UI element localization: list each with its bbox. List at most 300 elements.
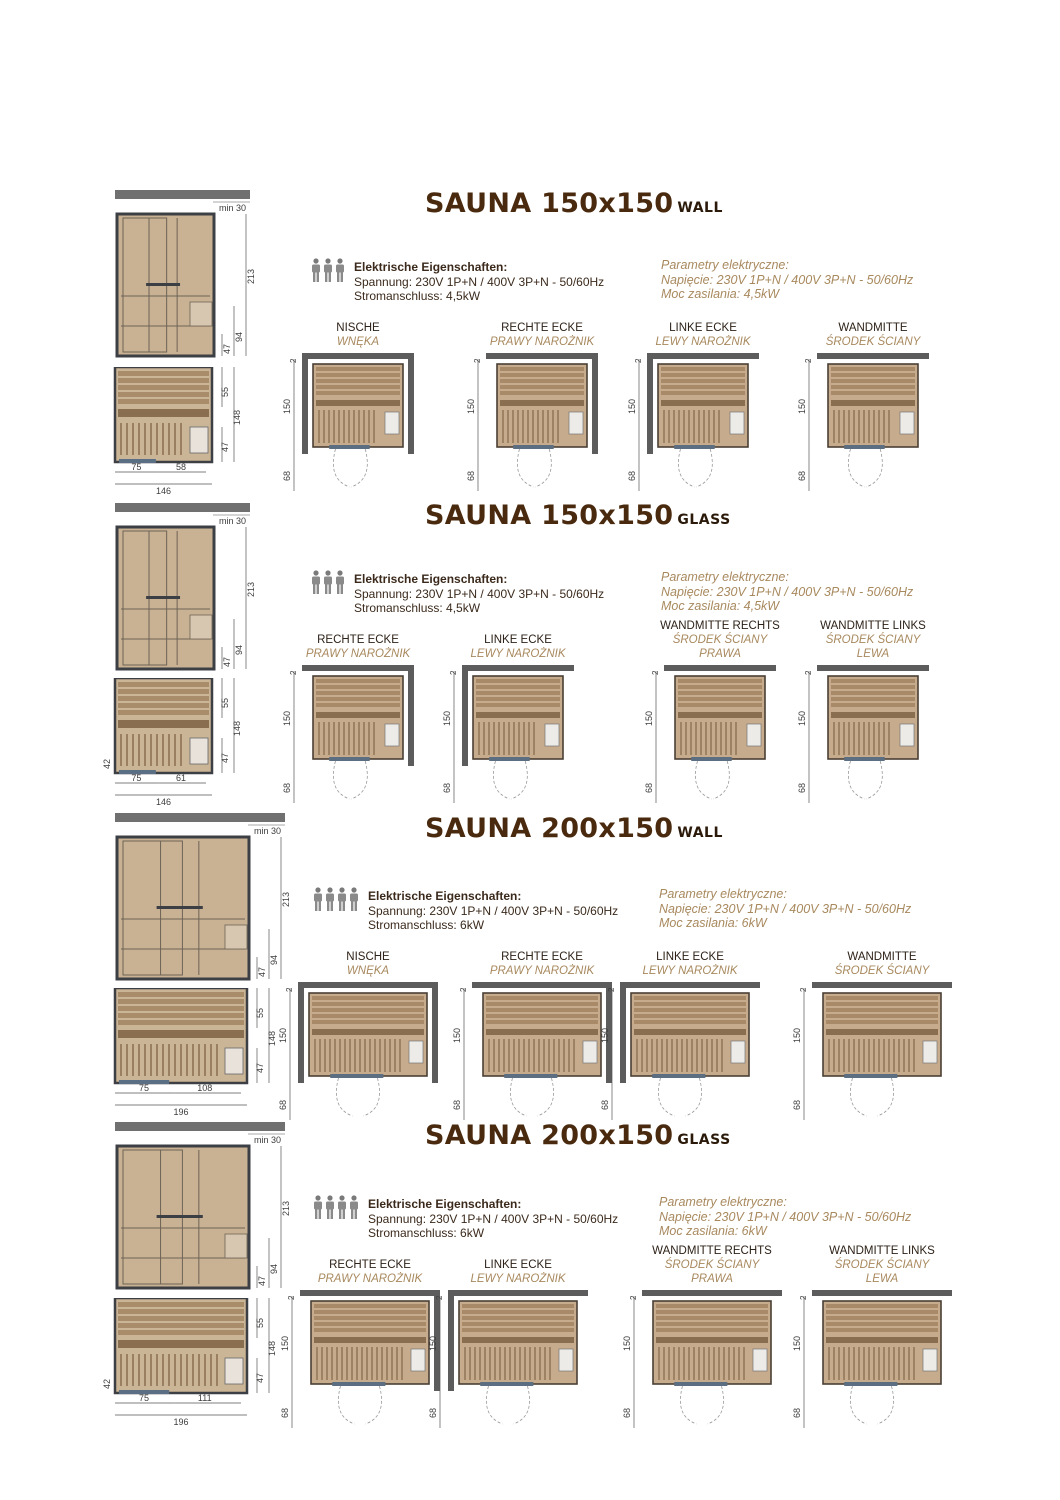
door-width-dim: 75 (131, 773, 142, 783)
depth-dim: 150 (622, 1335, 632, 1352)
wall-board (118, 371, 209, 376)
wall-board (118, 1330, 244, 1335)
back-wall (302, 665, 414, 671)
bench-slat (476, 691, 560, 695)
min-clearance-label: min 30 (218, 516, 246, 526)
wall-board (118, 999, 244, 1004)
right-width-dim: 58 (175, 462, 186, 472)
variant-label (471, 633, 566, 661)
floor-plan (438, 663, 598, 803)
door-swing (848, 449, 882, 487)
elec-power-pl: Moc zasilania: 6kW (659, 1224, 767, 1238)
door-handle (157, 906, 203, 909)
door-clearance-dim: 68 (282, 782, 292, 794)
bench-slat (661, 391, 745, 395)
bench-slat (826, 1328, 938, 1332)
wall-gap-dim: 2 (634, 358, 643, 363)
bench-slat (312, 1008, 424, 1012)
door-plan (674, 445, 715, 449)
back-wall (298, 982, 438, 988)
door-swing (695, 761, 729, 799)
bench-slat (656, 1310, 768, 1314)
left-wall (647, 353, 653, 454)
person-icon (324, 258, 332, 282)
depth-dim: 150 (797, 710, 807, 727)
person-icon (324, 570, 332, 594)
depth-dim: 150 (442, 710, 452, 727)
back-wall (817, 665, 929, 671)
bench-slat (462, 1310, 574, 1314)
wall-board (118, 1013, 244, 1018)
bench-slat (678, 691, 762, 695)
bench-slat (486, 1008, 598, 1012)
variant-name-pl2: PRAWA (699, 648, 741, 660)
bench-slat (661, 379, 745, 383)
electrical-specs-pl (659, 1195, 911, 1239)
depth-dim: 148 (267, 1340, 277, 1356)
low-dim: 47 (220, 441, 230, 452)
bench-upper-dim: 94 (269, 954, 279, 965)
front-elevation-wrap (115, 813, 345, 988)
variant-name-pl: ŚRODEK ŚCIANY (834, 1259, 930, 1271)
bench-slat (656, 1316, 768, 1320)
door-clearance-dim: 68 (278, 1099, 288, 1111)
floor-plan-wrap (788, 1288, 976, 1433)
bench-slat (462, 1304, 574, 1308)
heater-plan (730, 412, 744, 434)
wall-board (118, 682, 209, 687)
door-plan (504, 1074, 557, 1078)
elec-voltage-pl: Napięcie: 230V 1P+N / 400V 3P+N - 50/60Hz (661, 272, 914, 287)
bench-slat (831, 703, 915, 707)
floor-plan-wrap (596, 980, 784, 1125)
heater (225, 1358, 243, 1384)
bench-slat (831, 685, 915, 689)
wall-board (118, 703, 209, 708)
door-swing (848, 761, 882, 799)
depth-dim: 150 (797, 398, 807, 415)
variant-label (835, 950, 930, 978)
bench-edge (634, 1029, 746, 1035)
door-clearance-dim: 68 (282, 470, 292, 482)
heater-plan (753, 1349, 767, 1371)
floor-plan (462, 351, 622, 491)
door-clearance-dim: 68 (442, 782, 452, 794)
bench-slat (656, 1304, 768, 1308)
wall-board (118, 1006, 244, 1011)
bench-slat (316, 391, 400, 395)
door-swing (680, 1386, 723, 1424)
upper-bench (118, 720, 209, 728)
floor-plan (278, 351, 438, 491)
bench-slat (476, 703, 560, 707)
person-icon (350, 887, 358, 911)
variant-label (336, 321, 379, 349)
depth-dim: 150 (278, 1027, 288, 1044)
bench-slat (314, 1310, 426, 1314)
left-wall (462, 665, 468, 766)
wall-gap-dim: 2 (799, 1295, 808, 1300)
wall-gap-dim: 2 (435, 1295, 444, 1300)
bench-slat (316, 385, 400, 389)
bench-slat (316, 367, 400, 371)
top-dim: 55 (220, 697, 230, 708)
floor-plan (640, 663, 800, 803)
electrical-specs-de (354, 572, 604, 616)
bench-slat (476, 685, 560, 689)
height-dim: 213 (246, 581, 256, 597)
wall-gap-dim: 2 (287, 1295, 296, 1300)
person-icon (312, 570, 320, 594)
bench-slat (500, 385, 584, 389)
variant-name-de: RECHTE ECKE (501, 951, 583, 963)
bench-slat (826, 1002, 938, 1006)
variant-name-pl: LEWY NAROŻNIK (642, 965, 738, 977)
back-wall (812, 1290, 952, 1296)
bench-slat (316, 685, 400, 689)
door-clearance-dim: 68 (280, 1407, 290, 1419)
bench-slat (500, 379, 584, 383)
bench-slat (476, 679, 560, 683)
bench-slat (312, 1002, 424, 1006)
bench-slat (656, 1328, 768, 1332)
door-swing (333, 761, 367, 799)
variant-label (490, 950, 594, 978)
wall-board (118, 1302, 244, 1307)
door-clearance-dim: 68 (627, 470, 637, 482)
floor-plan-wrap (788, 980, 976, 1125)
bench-slat (462, 1322, 574, 1326)
elec-voltage-de: Spannung: 230V 1P+N / 400V 3P+N - 50/60Hz (368, 903, 619, 918)
variant-label (826, 321, 921, 349)
bench-upper-dim: 94 (269, 1263, 279, 1274)
bench-edge (316, 400, 400, 406)
floor-plan-wrap (278, 663, 438, 808)
door-clearance-dim: 68 (644, 782, 654, 794)
elec-power-de: Stromanschluss: 4,5kW (354, 601, 481, 615)
low-dim: 47 (220, 752, 230, 763)
variant-name-de: WANDMITTE (838, 322, 908, 334)
heater-plan (731, 1041, 745, 1063)
back-wall (817, 353, 929, 359)
bench-slat (314, 1328, 426, 1332)
depth-dim: 150 (452, 1027, 462, 1044)
bench-slat (316, 679, 400, 683)
bench-slat (634, 996, 746, 1000)
title-main: SAUNA 150x150 (425, 188, 674, 219)
bench-slat (678, 703, 762, 707)
variant-name-de: LINKE ECKE (484, 634, 552, 646)
variant-label (829, 1244, 935, 1286)
side-section (100, 367, 295, 497)
wall-gap-dim: 2 (607, 987, 616, 992)
bench-slat (826, 1020, 938, 1024)
bench-slat (486, 1002, 598, 1006)
upper-bench (118, 1340, 244, 1348)
ceiling-bar (115, 1122, 285, 1131)
right-wall (592, 353, 598, 454)
heater (190, 427, 208, 453)
elec-power-pl: Moc zasilania: 6kW (659, 916, 767, 930)
floor-plan (618, 1288, 806, 1428)
elec-voltage-de: Spannung: 230V 1P+N / 400V 3P+N - 50/60Hz (354, 274, 605, 289)
variant-name-pl: ŚRODEK ŚCIANY (825, 634, 921, 646)
depth-dim: 150 (282, 710, 292, 727)
variant-name-de: RECHTE ECKE (317, 634, 399, 646)
bench-slat (678, 685, 762, 689)
bench-slat (826, 1008, 938, 1012)
bench-slat (316, 697, 400, 701)
section-title (425, 1120, 731, 1151)
depth-dim: 148 (267, 1030, 277, 1046)
back-wall (486, 353, 598, 359)
variant-name-pl: ŚRODEK ŚCIANY (834, 965, 930, 977)
depth-dim: 150 (792, 1027, 802, 1044)
wall-gap-dim: 2 (804, 358, 813, 363)
variant-label (346, 950, 389, 978)
heater-plan (559, 1349, 573, 1371)
upper-bench (118, 409, 209, 417)
bench-slat (316, 379, 400, 383)
height-dim: 213 (246, 268, 256, 284)
back-wall (300, 1290, 440, 1296)
depth-dim: 150 (466, 398, 476, 415)
low-dim: 47 (255, 1372, 265, 1383)
door-clearance-dim: 68 (792, 1099, 802, 1111)
bench-slat (831, 385, 915, 389)
bench-slat (661, 367, 745, 371)
bench-slat (462, 1328, 574, 1332)
bench-slat (831, 697, 915, 701)
front-elevation (115, 1122, 345, 1292)
variant-name-pl: PRAWY NAROŻNIK (489, 336, 595, 348)
upper-bench (118, 1030, 244, 1038)
front-elevation-wrap (115, 503, 310, 678)
bench-slat (312, 1014, 424, 1018)
back-wall (647, 353, 759, 359)
ceiling-bar (115, 190, 250, 199)
electrical-specs-de (368, 1197, 618, 1241)
bench-slat (634, 1008, 746, 1012)
total-width-dim: 146 (155, 797, 172, 807)
heater-plan (923, 1349, 937, 1371)
floor-plan (596, 980, 784, 1120)
variant-name-pl: LEWY NAROŻNIK (470, 648, 566, 660)
bench-slat (826, 1316, 938, 1320)
door-plan (489, 757, 530, 761)
bench-slat (826, 1014, 938, 1018)
wall-gap-dim: 2 (473, 358, 482, 363)
title-main: SAUNA 150x150 (425, 500, 674, 531)
persons-icon (310, 258, 348, 284)
bench-edge (314, 1337, 426, 1343)
door-clearance-dim: 68 (600, 1099, 610, 1111)
heater-plan (569, 412, 583, 434)
persons-icon-wrap (310, 258, 348, 289)
wall-board (118, 378, 209, 383)
elec-head-de: Elektrische Eigenschaften: (368, 889, 522, 903)
floor-plan (278, 663, 438, 803)
back-wall (462, 665, 574, 671)
floor-plan-wrap (278, 351, 438, 496)
bench-slat (634, 1020, 746, 1024)
ceiling-bar (115, 813, 285, 822)
total-width-dim: 196 (173, 1107, 189, 1117)
door-handle (146, 283, 180, 286)
left-wall (302, 353, 308, 454)
back-wall (812, 982, 952, 988)
min-clearance-label: min 30 (253, 826, 281, 836)
bench-slat (312, 1020, 424, 1024)
min-clearance-label: min 30 (218, 203, 246, 213)
bench-edge (462, 1337, 574, 1343)
door-handle (157, 1215, 203, 1218)
bench-slat (678, 679, 762, 683)
right-width-dim: 108 (197, 1083, 213, 1093)
door-swing (338, 1386, 381, 1424)
elec-power-pl: Moc zasilania: 4,5kW (661, 287, 780, 301)
floor-plan-wrap (618, 1288, 806, 1433)
bench-slat (661, 373, 745, 377)
bench-slat (634, 1002, 746, 1006)
door-width-dim: 75 (139, 1083, 150, 1093)
bench-slat (316, 373, 400, 377)
elec-power-de: Stromanschluss: 4,5kW (354, 289, 481, 303)
person-icon (312, 258, 320, 282)
wall-board (118, 392, 209, 397)
front-elevation (115, 813, 345, 983)
floor-plan-wrap (793, 351, 953, 496)
door-plan (652, 1074, 705, 1078)
floor-plan-wrap (274, 980, 462, 1125)
variant-label (306, 633, 410, 661)
back-wall (448, 1290, 588, 1296)
front-elevation (115, 190, 310, 360)
wall-gap-dim: 2 (651, 670, 660, 675)
bench-slat (831, 679, 915, 683)
person-icon (350, 1195, 358, 1219)
bench-slat (316, 703, 400, 707)
depth-dim: 150 (428, 1335, 438, 1352)
heater (225, 1048, 243, 1074)
elec-voltage-pl: Napięcie: 230V 1P+N / 400V 3P+N - 50/60Hz (659, 901, 912, 916)
title-main: SAUNA 200x150 (425, 1120, 674, 1151)
wall-gap-dim: 2 (449, 670, 458, 675)
bench-slat (500, 391, 584, 395)
elec-voltage-pl: Napięcie: 230V 1P+N / 400V 3P+N - 50/60Hz (661, 584, 914, 599)
side-section (100, 678, 295, 808)
door-plan (844, 1382, 897, 1386)
bench-edge (831, 400, 915, 406)
floor-plan-wrap (462, 351, 622, 496)
bench-lower-dim: 47 (222, 343, 232, 354)
electrical-specs-de (368, 889, 618, 933)
floor-plan (623, 351, 783, 491)
wall-gap-dim: 2 (804, 670, 813, 675)
heater (190, 738, 208, 764)
bench-edge (500, 400, 584, 406)
heater-plan (747, 724, 761, 746)
heater-plan (409, 1041, 423, 1063)
low-dim: 47 (255, 1062, 265, 1073)
bench-slat (826, 1304, 938, 1308)
right-width-dim: 61 (175, 773, 186, 783)
elec-voltage-de: Spannung: 230V 1P+N / 400V 3P+N - 50/60Hz (354, 586, 605, 601)
bench-slat (486, 996, 598, 1000)
elec-head-pl: Parametry elektryczne: (661, 258, 789, 272)
heater-box (225, 1234, 247, 1258)
section-title (425, 813, 723, 844)
variant-label (652, 1244, 772, 1286)
bench-slat (826, 996, 938, 1000)
bench-edge (661, 400, 745, 406)
bench-upper-dim: 94 (234, 644, 244, 655)
side-dim: 42 (102, 1378, 112, 1389)
wall-board (118, 696, 209, 701)
bench-upper-dim: 94 (234, 331, 244, 342)
side-dim: 42 (102, 758, 112, 769)
bench-slat (312, 996, 424, 1000)
front-elevation-wrap (115, 190, 310, 365)
variant-label (471, 1258, 566, 1286)
side-section-wrap (100, 367, 295, 502)
variant-name-pl: PRAWY NAROŻNIK (305, 648, 411, 660)
door-plan (844, 757, 885, 761)
bench-slat (500, 367, 584, 371)
variant-name-de: NISCHE (336, 322, 380, 334)
bench-slat (462, 1316, 574, 1320)
bench-edge (486, 1029, 598, 1035)
floor-plan-wrap (640, 663, 800, 808)
height-dim: 213 (281, 1200, 291, 1216)
elec-head-pl: Parametry elektryczne: (659, 1195, 787, 1209)
bench-slat (831, 373, 915, 377)
bench-slat (486, 1014, 598, 1018)
back-wall (472, 982, 612, 988)
door-plan (480, 1382, 533, 1386)
wall-board (118, 689, 209, 694)
top-dim: 55 (220, 386, 230, 397)
variant-name-de: LINKE ECKE (484, 1259, 552, 1271)
elec-head-pl: Parametry elektryczne: (659, 887, 787, 901)
variant-name-de: WANDMITTE LINKS (820, 620, 926, 632)
depth-dim: 150 (280, 1335, 290, 1352)
floor-plan (793, 351, 953, 491)
door-plan (332, 1382, 385, 1386)
right-wall (408, 353, 414, 454)
bench-slat (831, 391, 915, 395)
wall-board (118, 710, 209, 715)
bench-edge (678, 712, 762, 718)
section-title (425, 500, 731, 531)
heater-plan (411, 1349, 425, 1371)
heater-plan (385, 412, 399, 434)
bench-slat (678, 697, 762, 701)
bench-edge (656, 1337, 768, 1343)
depth-dim: 150 (792, 1335, 802, 1352)
left-wall (298, 982, 304, 1083)
height-dim: 213 (281, 891, 291, 907)
bench-slat (831, 367, 915, 371)
heater-plan (385, 724, 399, 746)
door-clearance-dim: 68 (466, 470, 476, 482)
door-plan (329, 757, 370, 761)
elec-voltage-pl: Napięcie: 230V 1P+N / 400V 3P+N - 50/60Hz (659, 1209, 912, 1224)
wall-board (118, 385, 209, 390)
variant-name-de: WANDMITTE (847, 951, 917, 963)
electrical-specs-de (354, 260, 604, 304)
left-wall (620, 982, 626, 1083)
